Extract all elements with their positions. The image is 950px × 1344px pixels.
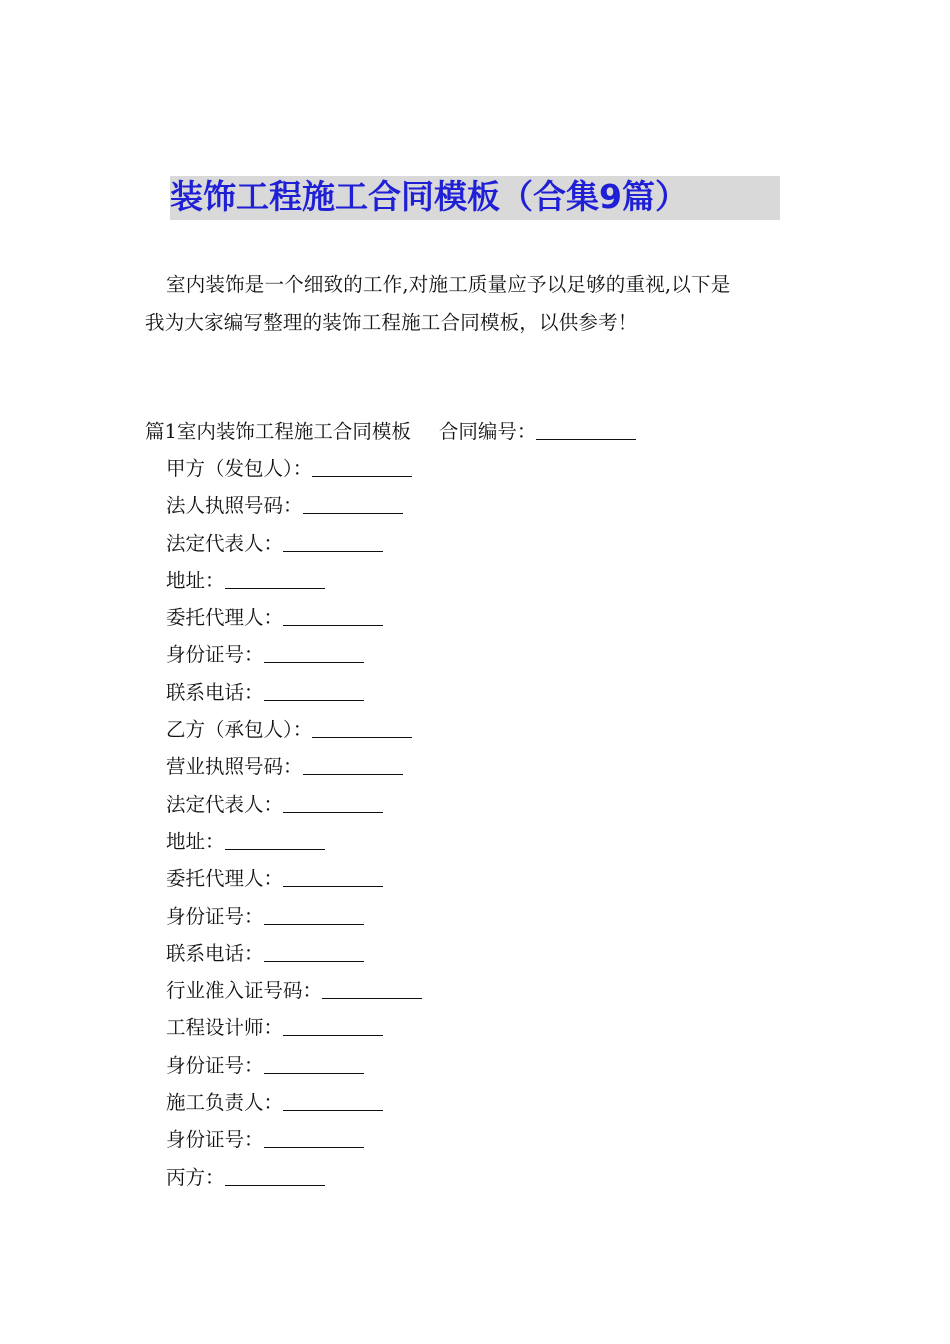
field-label: 法定代表人： bbox=[166, 531, 284, 555]
field-blank bbox=[264, 905, 364, 925]
section-heading-line bbox=[145, 413, 845, 450]
contract-field bbox=[145, 860, 845, 897]
intro-line: 我为大家编写整理的装饰工程施工合同模板，以供参考！ bbox=[145, 311, 638, 334]
intro-line: 室内装饰是一个细致的工作,对施工质量应予以足够的重视,以下是 bbox=[166, 273, 731, 296]
contract-field bbox=[145, 487, 845, 524]
document-title: 装饰工程施工合同模板（合集9篇） bbox=[170, 177, 688, 216]
field-label: 地址： bbox=[166, 568, 225, 592]
contract-section bbox=[145, 413, 845, 1196]
field-label: 联系电话： bbox=[166, 680, 264, 704]
field-blank bbox=[312, 718, 412, 738]
field-label: 行业准入证号码： bbox=[166, 979, 323, 1003]
field-label: 委托代理人： bbox=[166, 867, 284, 891]
field-blank bbox=[303, 755, 403, 775]
field-blank bbox=[225, 830, 325, 850]
contract-field-list bbox=[145, 450, 845, 1196]
section-heading: 篇1室内装饰工程施工合同模板 bbox=[145, 420, 411, 443]
field-label: 施工负责人： bbox=[166, 1091, 284, 1115]
field-label: 乙方（承包人）： bbox=[166, 718, 313, 742]
field-label: 身份证号： bbox=[166, 643, 264, 667]
field-label: 法人执照号码： bbox=[166, 494, 303, 518]
field-label: 身份证号： bbox=[166, 1128, 264, 1152]
field-blank bbox=[225, 1166, 325, 1186]
contract-field bbox=[145, 1159, 845, 1196]
field-blank bbox=[264, 1054, 364, 1074]
field-blank bbox=[225, 569, 325, 589]
contract-field bbox=[145, 674, 845, 711]
field-blank bbox=[264, 1128, 364, 1148]
field-label: 委托代理人： bbox=[166, 606, 284, 630]
field-blank bbox=[283, 793, 383, 813]
contract-field bbox=[145, 636, 845, 673]
contract-field bbox=[145, 898, 845, 935]
contract-field bbox=[145, 748, 845, 785]
field-label: 工程设计师： bbox=[166, 1016, 284, 1040]
intro-paragraph bbox=[145, 266, 815, 342]
contract-number-label: 合同编号： bbox=[438, 420, 537, 443]
contract-field bbox=[145, 562, 845, 599]
contract-field bbox=[145, 450, 845, 487]
contract-field bbox=[145, 823, 845, 860]
contract-field bbox=[145, 1084, 845, 1121]
contract-field bbox=[145, 935, 845, 972]
field-label: 地址： bbox=[166, 829, 225, 853]
field-blank bbox=[312, 457, 412, 477]
field-blank bbox=[264, 681, 364, 701]
field-label: 法定代表人： bbox=[166, 792, 284, 816]
contract-number-blank bbox=[536, 420, 636, 440]
contract-field bbox=[145, 599, 845, 636]
contract-field bbox=[145, 1009, 845, 1046]
contract-field bbox=[145, 972, 845, 1009]
field-blank bbox=[283, 1016, 383, 1036]
field-label: 身份证号： bbox=[166, 1053, 264, 1077]
field-blank bbox=[303, 494, 403, 514]
field-blank bbox=[264, 942, 364, 962]
contract-field bbox=[145, 1047, 845, 1084]
field-label: 营业执照号码： bbox=[166, 755, 303, 779]
field-label: 甲方（发包人）： bbox=[166, 457, 313, 480]
field-label: 联系电话： bbox=[166, 941, 264, 965]
field-blank bbox=[322, 979, 422, 999]
field-blank bbox=[264, 643, 364, 663]
contract-field bbox=[145, 525, 845, 562]
field-blank bbox=[283, 1091, 383, 1111]
field-blank bbox=[283, 532, 383, 552]
contract-field bbox=[145, 786, 845, 823]
field-label: 丙方： bbox=[166, 1165, 225, 1189]
field-blank bbox=[283, 867, 383, 887]
contract-field bbox=[145, 711, 845, 748]
field-label: 身份证号： bbox=[166, 904, 264, 928]
field-blank bbox=[283, 606, 383, 626]
contract-field bbox=[145, 1121, 845, 1158]
